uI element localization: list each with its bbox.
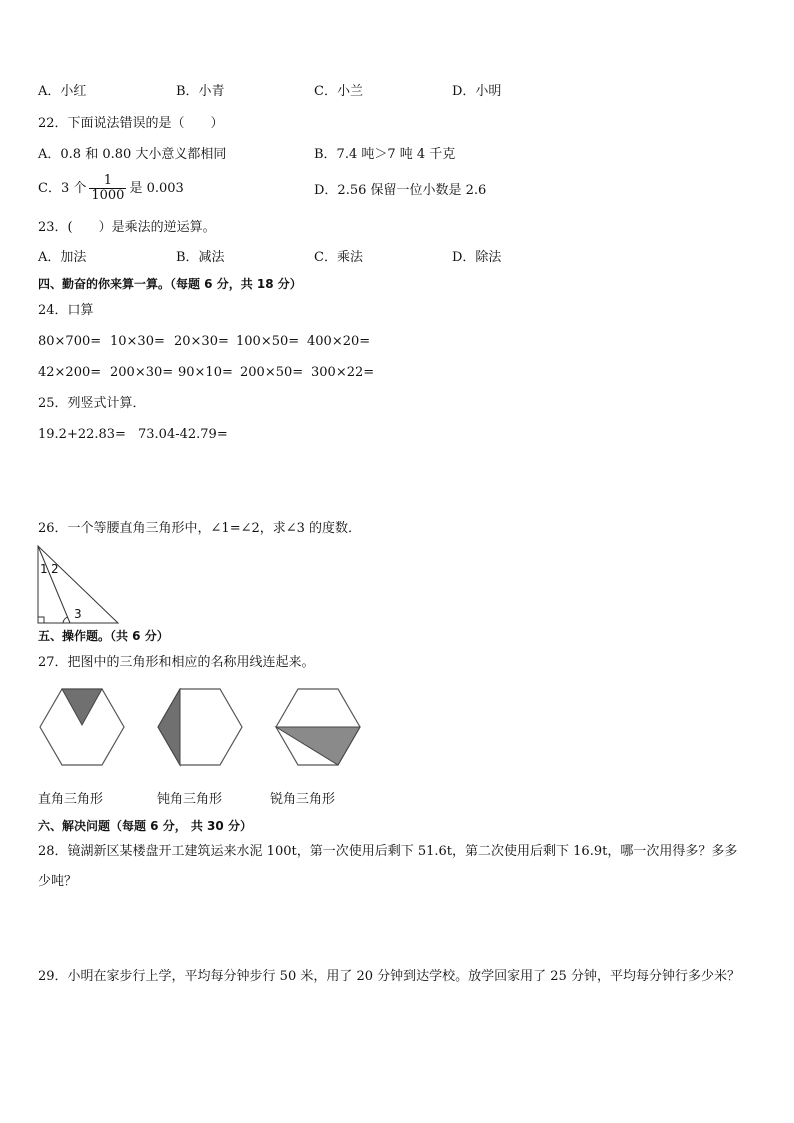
q22-stem: 22．下面说法错误的是（ ）	[38, 116, 224, 131]
q24-calc: 300×22=	[311, 365, 375, 380]
q24-calc: 80×700=	[38, 334, 102, 349]
q25-stem: 25．列竖式计算．	[38, 396, 146, 411]
q22-option-c-prefix: C．3 个	[38, 180, 87, 196]
q29-text: 29．小明在家步行上学，平均每分钟步行 50 米，用了 20 分钟到达学校。放学回家用了 25 分钟，平均每分钟行多少米？	[38, 969, 740, 984]
q23-option-d: D．除法	[452, 250, 502, 265]
q25-expr: 19.2+22.83=	[38, 427, 126, 442]
q24-calc: 42×200=	[38, 365, 102, 380]
fraction-denominator: 1000	[91, 188, 125, 203]
q23-option-c: C．乘法	[314, 250, 363, 265]
q24-calc: 200×50=	[240, 365, 304, 380]
q27-stem: 27．把图中的三角形和相应的名称用线连起来。	[38, 655, 315, 670]
q24-calc: 10×30=	[110, 334, 165, 349]
triangle-name-acute: 锐角三角形	[270, 792, 336, 807]
q25-expr: 73.04-42.79=	[138, 427, 228, 442]
q22-option-a: A．0.8 和 0.80 大小意义都相同	[38, 147, 227, 162]
q26-stem: 26．一个等腰直角三角形中，∠1=∠2，求∠3 的度数．	[38, 521, 362, 536]
hexagon-figure-3	[274, 688, 364, 768]
q24-calc: 20×30=	[174, 334, 229, 349]
angle-label-3: 3	[74, 607, 82, 621]
angle-label-2: 2	[51, 562, 59, 576]
triangle-name-obtuse: 钝角三角形	[157, 792, 223, 807]
hexagon-figure-2	[156, 688, 246, 768]
angle-bisector-line	[38, 546, 70, 623]
q23-option-b: B．减法	[176, 250, 225, 265]
q24-calc: 200×30=	[110, 365, 174, 380]
q22-option-d: D．2.56 保留一位小数是 2.6	[314, 183, 487, 198]
q22-option-c-suffix: 是 0.003	[129, 180, 184, 196]
q22-option-c	[38, 174, 184, 203]
q22-fraction	[89, 174, 126, 203]
triangle-name-right: 直角三角形	[38, 792, 104, 807]
q23-stem: 23．( ）是乘法的逆运算。	[38, 220, 216, 235]
angle-3-arc	[63, 617, 68, 623]
q21-option-d: D．小明	[452, 84, 502, 99]
angle-label-1: 1	[40, 562, 48, 576]
q24-calc: 90×10=	[178, 365, 233, 380]
q21-option-a: A．小红	[38, 84, 87, 99]
fraction-numerator: 1	[89, 174, 126, 189]
q22-option-b: B．7.4 吨＞7 吨 4 千克	[314, 147, 456, 162]
q28-text-line2: 少吨？	[38, 874, 78, 889]
shaded-triangle	[158, 689, 180, 765]
hexagon-figure-1	[38, 688, 128, 768]
q21-option-b: B．小青	[176, 84, 225, 99]
q28-text-line1: 28．镜湖新区某楼盘开工建筑运来水泥 100t，第一次使用后剩下 51.6t，第二次使用后剩下 16.9t，哪一次用得多？多多	[38, 844, 738, 859]
q26-triangle-figure	[34, 542, 124, 627]
q24-calc: 100×50=	[236, 334, 300, 349]
q24-stem: 24．口算	[38, 303, 94, 318]
q24-calc: 400×20=	[307, 334, 371, 349]
section-5-title: 五、操作题。（共 6 分）	[38, 629, 169, 643]
q23-option-a: A．加法	[38, 250, 87, 265]
right-angle-mark	[38, 617, 44, 623]
section-6-title: 六、解决问题（每题 6 分， 共 30 分）	[38, 819, 252, 833]
section-4-title: 四、勤奋的你来算一算。（每题 6 分，共 18 分）	[38, 277, 302, 291]
q21-option-c: C．小兰	[314, 84, 363, 99]
